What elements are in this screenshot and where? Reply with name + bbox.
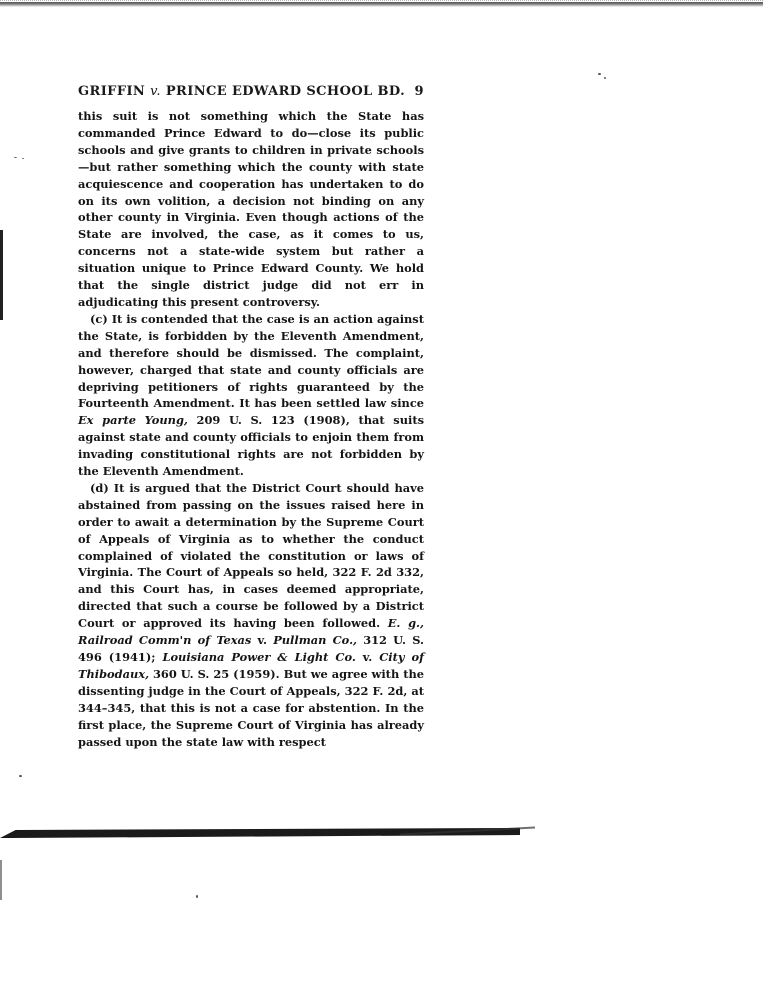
case-title-part2: PRINCE EDWARD SCHOOL BD. [165, 84, 406, 99]
paragraph-c-text-a: (c) It is contended that the case is an action against the State, is forbidden by the Eleventh Amendment, and therefore should be dismissed. The complaint, however, charged that state and county officials are depriving petitioners of rights guaranteed by the Fourteenth Amendment. It has been settled law since [78, 311, 424, 411]
document-page [78, 84, 424, 750]
body-text [78, 108, 424, 750]
scan-artifact-left-edge-lower [0, 860, 2, 900]
paragraph-d-text-c: 312 U. S. 496 (1941); [78, 633, 425, 664]
paragraph-c-text-b: 209 U. S. 123 (1908), that suits against state and county officials to enjoin them from invading constitutional rights are not forbidden by the Eleventh Amendment. [78, 413, 424, 479]
paragraph-1: this suit is not something which the State has commanded Prince Edward to do—close its public schools and give grants to children in private schools—but rather something which the county with state acquiescence and cooperation has undertaken to do on its own volition, a decision not binding on any other county in Virginia. Even though actions of the State are involved, the case, as it comes to us, concerns not a state-wide system but rather a situation unique to Prince Edward County. We hold that the single district judge did not err in adjudicating this present controversy. [78, 109, 424, 309]
case-citation-louisiana-power: Louisiana Power & Light Co. [162, 650, 356, 664]
paragraph-d-text-d: v. [355, 650, 380, 664]
case-title-part1: GRIFFIN [78, 84, 146, 99]
scan-speck [19, 775, 22, 777]
case-citation-railroad-comm: E. g., Railroad Comm'n of Texas [78, 616, 424, 648]
scan-speck [14, 157, 17, 158]
scan-speck [598, 73, 601, 75]
paragraph-d-text-a: (d) It is argued that the District Court should have abstained from passing on the issues raised here in order to await a determination by the Supreme Court of Appeals of Virginia as to whether the conduct complained of violated the constitution or laws of Virginia. The Court of Appeals so held, 322 F. 2d 332, and this Court has, in cases deemed appropriate, directed that such a course be followed by a District Court or approved its having been followed. [78, 480, 424, 631]
case-citation-pullman: Pullman Co., [273, 633, 357, 648]
scan-speck [604, 77, 606, 79]
paragraph-d-text-b: v. [251, 633, 274, 648]
case-title [78, 84, 405, 99]
paragraph-d [78, 480, 424, 751]
case-title-versus: v. [150, 84, 161, 99]
case-citation-ex-parte-young: Ex parte Young, [78, 413, 188, 428]
scan-artifact-top-rule [0, 2, 763, 7]
scan-speck [196, 895, 198, 898]
page-number: 9 [414, 84, 424, 99]
paragraph-d-text-e: 360 U. S. 25 (1959). But we agree with the dissenting judge in the Court of Appeals, 322 F. 2d, at 344–345, that this is not a case for abstention. In the first place, the Supreme Court of Virginia has already passed upon the state law with respect [78, 666, 424, 749]
running-head [78, 84, 424, 108]
scan-artifact-left-edge [0, 230, 3, 320]
scan-speck [22, 158, 24, 159]
case-citation-thibodaux: City of Thibodaux, [78, 650, 424, 681]
paragraph-c [78, 311, 424, 480]
